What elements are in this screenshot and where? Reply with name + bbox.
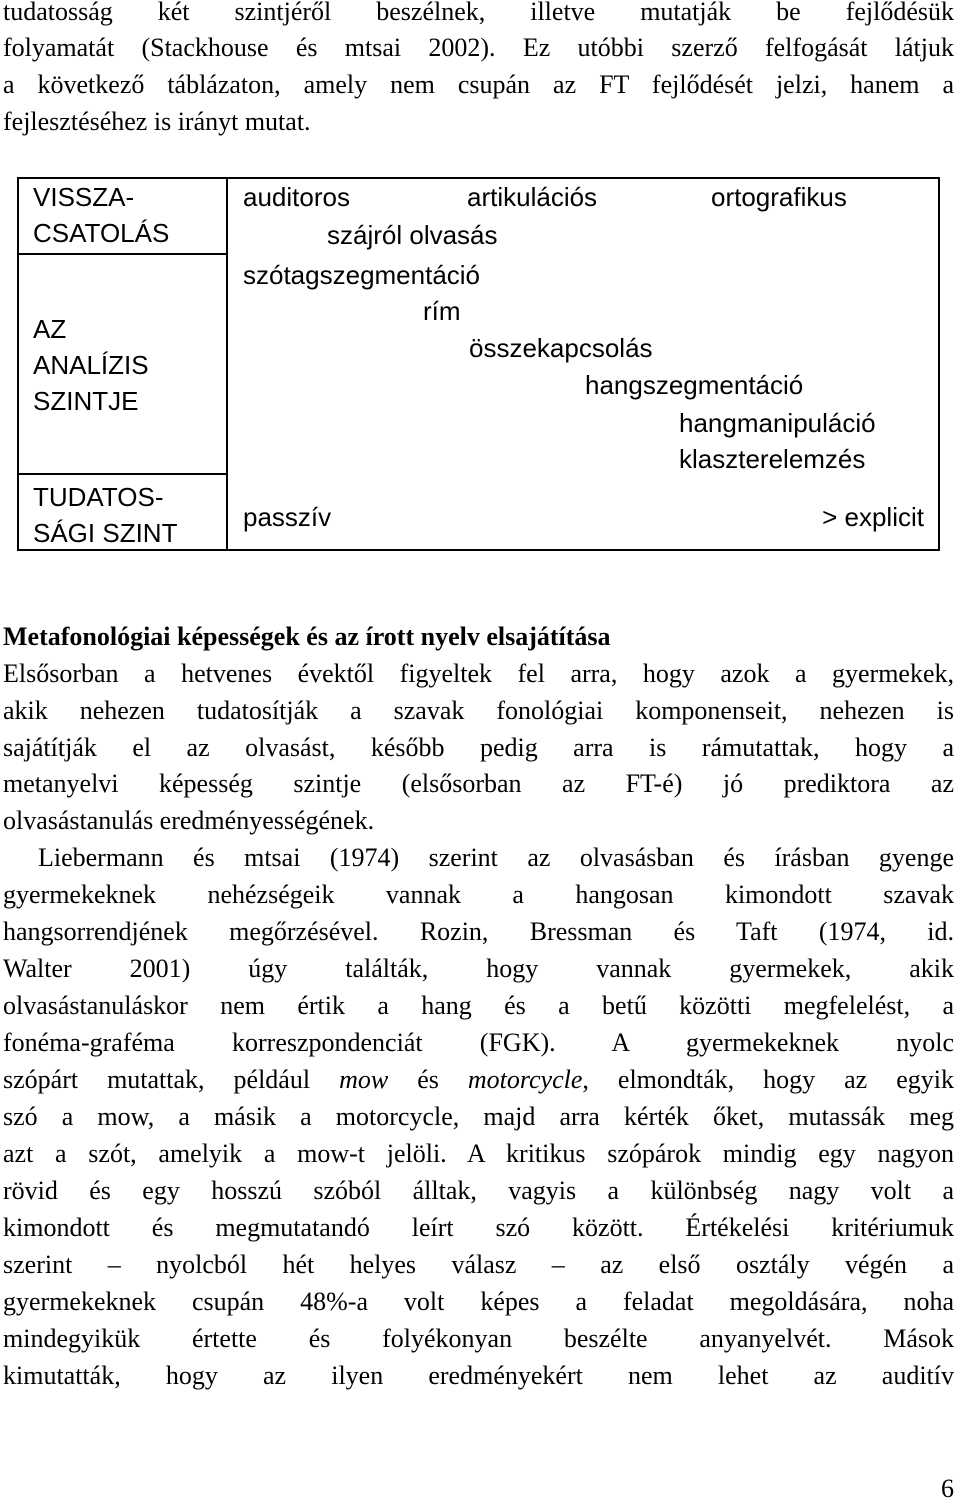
analysis-step-6: klaszterelemzés: [679, 444, 866, 474]
row-label-feedback-1: VISSZA-: [33, 182, 135, 212]
page-number: 6: [941, 1474, 954, 1503]
paragraph2-line-2: gyermekeknek nehézségeik vannak a hangosan kimondott szavak: [3, 880, 954, 909]
row-divider-1: [19, 253, 226, 255]
row-label-awareness-2: SÁGI SZINT: [33, 518, 178, 548]
row-label-feedback-2: CSATOLÁS: [33, 218, 170, 248]
paragraph2-line-11: kimondott és megmutatandó leírt szó között. Értékelési kritériumuk: [3, 1213, 954, 1242]
row-label-analysis-1: AZ: [33, 314, 67, 344]
paragraph1-line-1: Elsősorban a hetvenes évektől figyeltek fel arra, hogy azok a gyermekek,: [3, 659, 954, 688]
paragraph2-line-3: hangsorrendjének megőrzésével. Rozin, Bressman és Taft (1974, id.: [3, 917, 954, 946]
paragraph1-line-3: sajátítják el az olvasást, később pedig arra is rámutattak, hogy a: [3, 733, 954, 762]
analysis-step-4: hangszegmentáció: [585, 370, 804, 400]
paragraph2-line-7-text-a: szópárt mutattak, például: [3, 1065, 340, 1094]
paragraph2-line-6: fonéma-graféma korreszpondenciát (FGK). A gyermekeknek nyolc: [3, 1028, 954, 1057]
paragraph2-line-7-text-c: , elmondták, hogy az egyik: [582, 1065, 954, 1094]
paragraph1-line-5: olvasástanulás eredményességének.: [3, 806, 375, 835]
paragraph2-line-7-text-b: és: [388, 1065, 468, 1094]
paragraph2-line-7: [3, 1062, 954, 1098]
row-divider-2: [19, 473, 226, 475]
intro-line-2: folyamatát (Stackhouse és mtsai 2002). Ez utóbbi szerző felfogását látjuk: [3, 33, 954, 62]
analysis-step-3: összekapcsolás: [469, 333, 653, 363]
intro-line-3: a következő táblázaton, amely nem csupán az FT fejlődését jelzi, hanem a: [3, 70, 954, 99]
paragraph2-line-12: szerint – nyolcból hét helyes válasz – az első osztály végén a: [3, 1250, 954, 1279]
paragraph2-line-9: azt a szót, amelyik a mow-t jelöli. A kritikus szópárok mindig egy nagyon: [3, 1139, 954, 1168]
section-heading: Metafonológiai képességek és az írott nyelv elsajátítása: [3, 622, 611, 651]
paragraph2-line-4: Walter 2001) úgy találták, hogy vannak gyermekek, akik: [3, 954, 954, 983]
analysis-step-2: rím: [423, 296, 461, 326]
row-label-awareness-1: TUDATOS-: [33, 482, 164, 512]
row-label-analysis-3: SZINTJE: [33, 386, 139, 416]
paragraph2-line-13: gyermekeknek csupán 48%-a volt képes a feladat megoldására, noha: [3, 1287, 954, 1316]
paragraph1-line-4: metanyelvi képesség szintje (elsősorban az FT-é) jó prediktora az: [3, 769, 954, 798]
paragraph2-line-15: kimutatták, hogy az ilyen eredményekért nem lehet az auditív: [3, 1361, 954, 1390]
column-divider: [226, 179, 228, 549]
italic-word-motorcycle: motorcycle: [467, 1065, 583, 1094]
paragraph1-line-2: akik nehezen tudatosítják a szavak fonológiai komponenseit, nehezen is: [3, 696, 954, 725]
feedback-lipreading: szájról olvasás: [327, 220, 498, 250]
paragraph2-line-10: rövid és egy hosszú szóból álltak, vagyis a különbség nagy volt a: [3, 1176, 954, 1205]
awareness-passive: passzív: [243, 502, 332, 532]
feedback-auditory: auditoros: [243, 182, 350, 212]
paragraph2-line-8: szó a mow, a másik a motorcycle, majd arra kérték őket, mutassák meg: [3, 1102, 954, 1131]
italic-word-mow: mow: [339, 1065, 389, 1094]
row-label-analysis-2: ANALÍZIS: [33, 350, 149, 380]
intro-line-1: tudatosság két szintjéről beszélnek, illetve mutatják be fejlődésük: [3, 0, 954, 26]
paragraph2-line-14: mindegyikük értette és folyékonyan beszélte anyanyelvét. Mások: [3, 1324, 954, 1353]
intro-line-4: fejlesztéséhez is irányt mutat.: [3, 107, 311, 136]
awareness-explicit: > explicit: [822, 502, 924, 532]
paragraph2-line-1: Liebermann és mtsai (1974) szerint az olvasásban és írásban gyenge: [38, 843, 954, 872]
phonological-awareness-table: [17, 177, 940, 551]
feedback-articulatory: artikulációs: [467, 182, 598, 212]
analysis-step-5: hangmanipuláció: [679, 408, 876, 438]
analysis-step-1: szótagszegmentáció: [243, 260, 481, 290]
paragraph2-line-5: olvasástanuláskor nem értik a hang és a betű közötti megfelelést, a: [3, 991, 954, 1020]
feedback-orthographic: ortografikus: [711, 182, 847, 212]
